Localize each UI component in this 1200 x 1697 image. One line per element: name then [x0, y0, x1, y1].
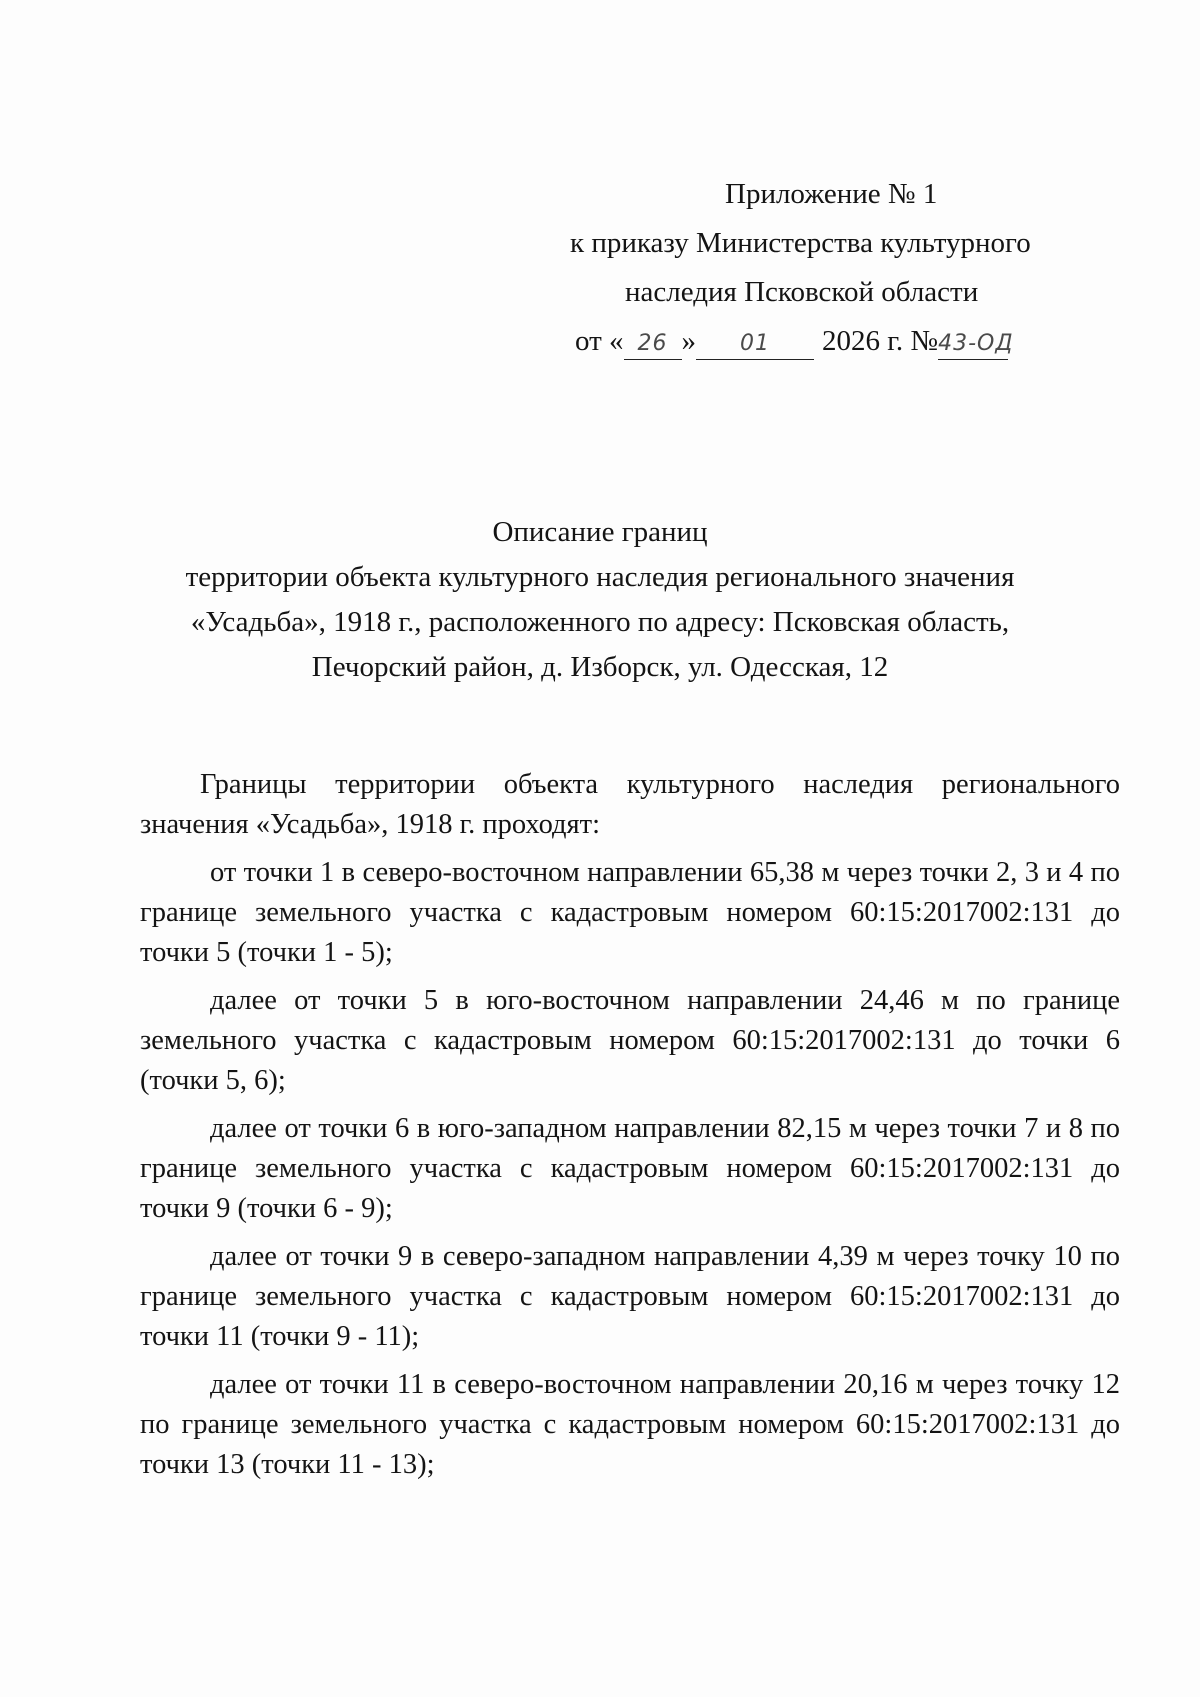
date-day-handwritten: 26	[624, 328, 682, 360]
appendix-number: Приложение № 1	[725, 178, 938, 210]
title-line-3: «Усадьба», 1918 г., расположенного по адресу: Псковская область,	[190, 606, 1010, 638]
boundary-paragraph: далее от точки 5 в юго-восточном направлении 24,46 м по границе земельного участка с кадастровым номером 60:15:2017002:131 до точки 6 (точки 5, 6);	[140, 985, 1120, 1096]
boundary-paragraph: далее от точки 11 в северо-восточном направлении 20,16 м через точку 12 по границе земельного участка с кадастровым номером 60:15:2017002:131 до точки 13 (точки 11 - 13);	[140, 1369, 1120, 1480]
title-line-2: территории объекта культурного наследия регионального значения	[185, 561, 1015, 593]
boundary-paragraph: от точки 1 в северо-восточном направлении 65,38 м через точки 2, 3 и 4 по границе земельного участка с кадастровым номером 60:15:2017002:131 до точки 5 (точки 1 - 5);	[140, 857, 1120, 968]
boundary-paragraph: далее от точки 6 в юго-западном направлении 82,15 м через точки 7 и 8 по границе земельного участка с кадастровым номером 60:15:2017002:131 до точки 9 (точки 6 - 9);	[140, 1113, 1120, 1224]
appendix-order-ref: к приказу Министерства культурного	[570, 227, 1031, 259]
appendix-ministry: наследия Псковской области	[625, 276, 979, 308]
date-prefix: от «	[575, 325, 624, 357]
boundary-paragraph: далее от точки 9 в северо-западном направлении 4,39 м через точку 10 по границе земельного участка с кадастровым номером 60:15:2017002:131 до точки 11 (точки 9 - 11);	[140, 1241, 1120, 1352]
boundary-description	[140, 765, 1120, 1493]
order-number-handwritten: 43-ОД	[938, 328, 1008, 360]
title-line-1: Описание границ	[492, 516, 708, 548]
date-month-handwritten: 01	[696, 328, 814, 360]
intro-paragraph: Границы территории объекта культурного наследия регионального значения «Усадьба», 1918 г. проходят:	[140, 769, 1120, 840]
document-title	[150, 510, 1050, 690]
date-mid: »	[681, 325, 697, 357]
appendix-header	[560, 170, 1060, 366]
date-year: 2026 г. №	[822, 325, 939, 357]
appendix-date-line	[560, 317, 1060, 366]
title-line-4: Печорский район, д. Изборск, ул. Одесская, 12	[311, 651, 889, 683]
